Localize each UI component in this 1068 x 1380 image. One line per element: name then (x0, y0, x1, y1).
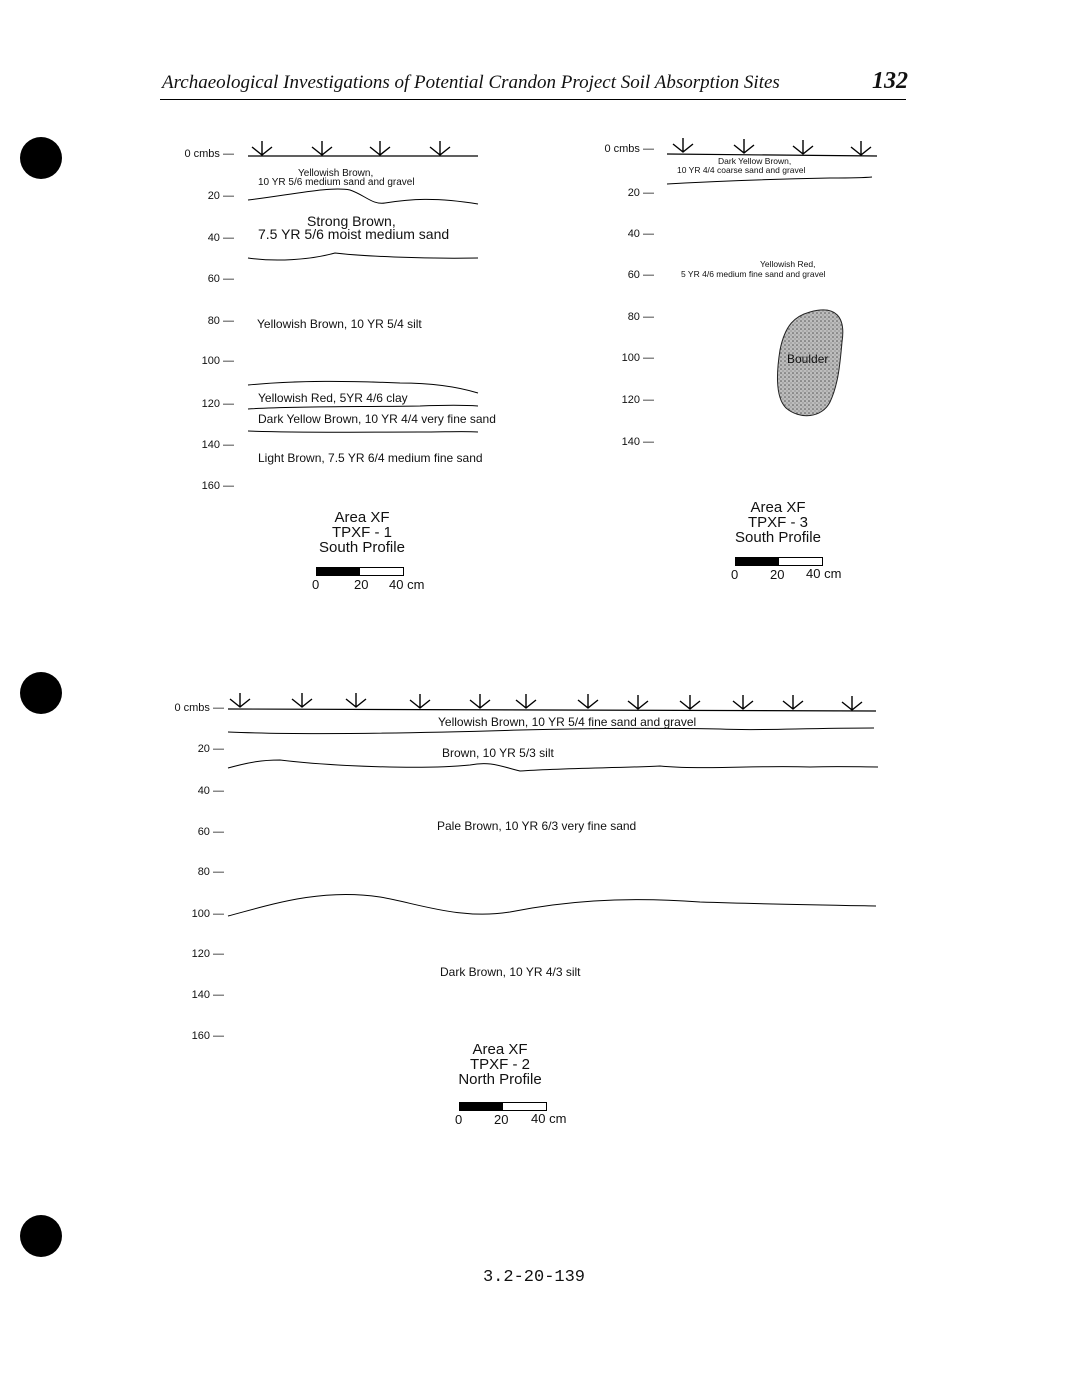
scale-bar (735, 557, 823, 566)
grass-icon (793, 140, 813, 154)
scale-label: 0 (312, 577, 320, 592)
profile-2-boundary (228, 894, 876, 916)
scale-bar (316, 567, 404, 576)
depth-tick: 160 — (201, 480, 234, 492)
caption-line: Area XF (334, 509, 390, 526)
depth-tick: 100 — (621, 352, 654, 364)
grass-icon (410, 694, 430, 708)
depth-tick: 20 — (207, 190, 234, 202)
caption-line: North Profile (458, 1071, 542, 1088)
profile-2-ground-surface (228, 709, 876, 711)
profile-1-caption (300, 510, 424, 555)
depth-tick: 40 — (627, 228, 654, 240)
layer-label: Yellowish Red, 5YR 4/6 clay (258, 391, 408, 405)
boulder-label: Boulder (787, 352, 829, 366)
scale-label: 0 (731, 567, 739, 582)
depth-tick: 100 — (201, 355, 234, 367)
grass-icon (680, 695, 700, 709)
layer-label: 5 YR 4/6 medium fine sand and gravel (681, 269, 826, 279)
caption-line: TPXF - 1 (331, 524, 392, 541)
layer-label: 10 YR 5/6 medium sand and gravel (258, 177, 415, 188)
scale-label: 40 cm (806, 566, 842, 581)
depth-tick: 120 — (621, 394, 654, 406)
depth-tick: 0 cmbs — (604, 143, 654, 155)
grass-icon (470, 694, 490, 708)
depth-tick: 140 — (621, 436, 654, 448)
depth-tick: 80 — (627, 311, 654, 323)
grass-icon (783, 695, 803, 709)
depth-tick: 140 — (191, 989, 224, 1001)
scale-label: 40 cm (389, 577, 425, 592)
profile-2-caption (438, 1042, 562, 1087)
profile-1-boundary (248, 189, 478, 204)
grass-icon (230, 693, 250, 707)
scale-label: 20 (494, 1112, 509, 1127)
layer-label: Yellowish Red, (760, 259, 816, 269)
depth-tick: 60 — (627, 269, 654, 281)
depth-tick: 0 cmbs — (174, 702, 224, 714)
depth-tick: 160 — (191, 1030, 224, 1042)
caption-line: Area XF (750, 499, 806, 516)
profile-2-boundary (228, 760, 878, 771)
grass-icon (430, 141, 450, 155)
layer-label: Light Brown, 7.5 YR 6/4 medium fine sand (258, 451, 483, 465)
layer-label: Yellowish Brown, 10 YR 5/4 fine sand and gravel (438, 715, 697, 729)
scale-bar (459, 1102, 547, 1111)
layer-label: Yellowish Brown, (298, 168, 374, 179)
profile-1-boundary (248, 253, 478, 260)
grass-icon (673, 138, 693, 152)
layer-label: Pale Brown, 10 YR 6/3 very fine sand (437, 819, 637, 833)
caption-line: TPXF - 2 (469, 1056, 530, 1073)
layer-label: Brown, 10 YR 5/3 silt (442, 746, 554, 760)
depth-tick: 140 — (201, 439, 234, 451)
depth-tick: 0 cmbs — (184, 148, 234, 160)
grass-icon (370, 141, 390, 155)
depth-tick: 40 — (207, 232, 234, 244)
depth-tick: 80 — (197, 866, 224, 878)
depth-tick: 80 — (207, 315, 234, 327)
profile-1-boundary (248, 405, 478, 409)
grass-icon (851, 141, 871, 155)
grass-icon (292, 693, 312, 707)
grass-icon (516, 694, 536, 708)
depth-tick: 100 — (191, 908, 224, 920)
profile-3-boundary (667, 177, 872, 184)
profile-3-caption (716, 500, 840, 545)
scale-label: 20 (770, 567, 785, 582)
scale-label: 40 cm (531, 1111, 567, 1126)
grass-icon (312, 141, 332, 155)
caption-line: Area XF (472, 1041, 528, 1058)
caption-line: TPXF - 3 (747, 514, 808, 531)
grass-icon (252, 141, 272, 155)
page-header-title: Archaeological Investigations of Potential Crandon Project Soil Absorption Sites (162, 72, 780, 93)
page-number: 132 (872, 68, 908, 94)
depth-tick: 120 — (201, 398, 234, 410)
caption-line: South Profile (735, 529, 821, 546)
layer-label: 10 YR 4/4 coarse sand and gravel (677, 165, 806, 175)
depth-tick: 40 — (197, 785, 224, 797)
depth-tick: 20 — (197, 743, 224, 755)
depth-tick: 120 — (191, 948, 224, 960)
depth-tick: 20 — (627, 187, 654, 199)
scale-label: 0 (455, 1112, 463, 1127)
layer-label: Yellowish Brown, 10 YR 5/4 silt (257, 317, 422, 331)
grass-icon (628, 695, 648, 709)
document-number: 3.2-20-139 (482, 1268, 586, 1287)
caption-line: South Profile (319, 539, 405, 556)
layer-label: Strong Brown, (307, 213, 396, 229)
depth-tick: 60 — (197, 826, 224, 838)
depth-tick: 60 — (207, 273, 234, 285)
layer-label: Dark Brown, 10 YR 4/3 silt (440, 965, 581, 979)
grass-icon (346, 693, 366, 707)
layer-label: 7.5 YR 5/6 moist medium sand (258, 226, 450, 242)
grass-icon (733, 695, 753, 709)
layer-label: Dark Yellow Brown, (718, 156, 792, 166)
scale-label: 20 (354, 577, 369, 592)
grass-icon (578, 694, 598, 708)
layer-label: Dark Yellow Brown, 10 YR 4/4 very fine sand (258, 412, 496, 426)
grass-icon (842, 696, 862, 710)
grass-icon (734, 139, 754, 153)
profile-1-boundary (248, 431, 478, 432)
